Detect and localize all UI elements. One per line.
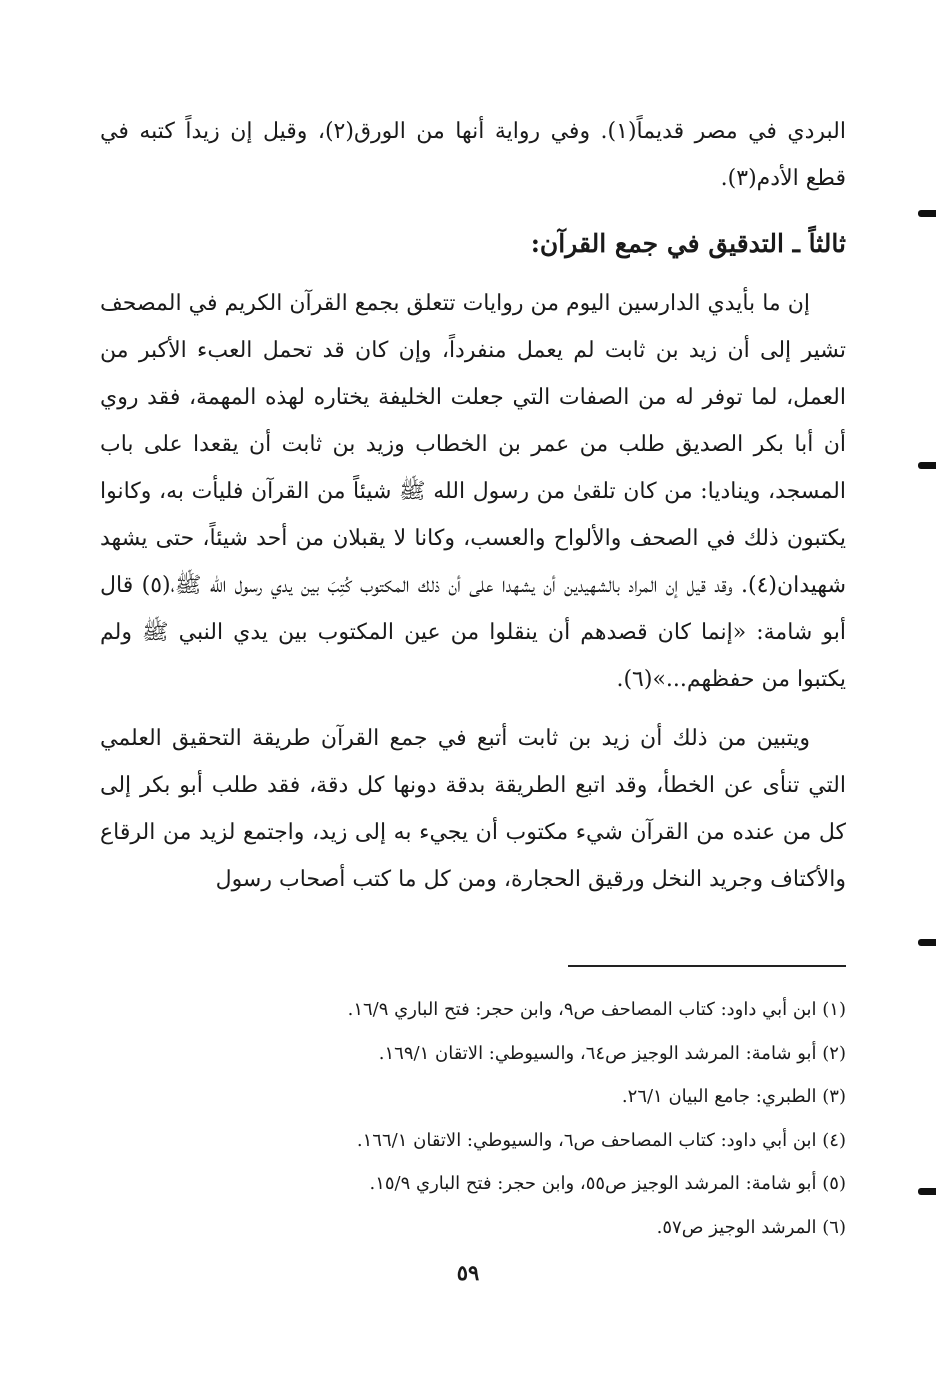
footnotes-list (200, 988, 846, 1249)
footnote-3: (٣) الطبري: جامع البيان ٢٦/١. (621, 1086, 846, 1107)
paragraph-2: ويتبين من ذلك أن زيد بن ثابت أتبع في جمع القرآن طريقة التحقيق العلمي التي تنأى عن الخطأ، وقد اتبع الطريقة بدقة دونها كل دقة، فقد طلب أبو بكر إلى كل من عنده من القرآن شيء مكتوب أن يجيء به إلى زيد، واجتمع لزيد من الرقاع والأكتاف وجريد النخل ورقيق الحجارة، ومن كل ما كتب أصحاب رسول (100, 726, 846, 892)
scan-edge-mark (918, 1188, 936, 1195)
paragraph-1: إن ما بأيدي الدارسين اليوم من روايات تتعلق بجمع القرآن الكريم في المصحف تشير إلى أن زيد بن ثابت لم يعمل منفرداً، وإن كان قد تحمل العبء الأكبر من العمل، لما توفر له من الصفات التي جعلت الخليفة يختاره لهذه المهمة، فقد روي أن أبا بكر الصديق طلب من عمر بن الخطاب وزيد بن ثابت أن يقعدا على باب المسجد، وينادیا: من كان تلقىٰ من رسول الله ﷺ شيئاً من القرآن فليأت به، وكانوا يكتبون ذلك في الصحف والألواح والعسب، وكانا لا يقبلان من أحد شيئاً، حتى يشهد شهيدان(٤). وقد قيل إن المراد بالشهيدين أن يشهدا على أن ذلك المكتوب كُتِبَ بين يدي رسول الله ﷺ،(٥) قال أبو شامة: «إنما كان قصدهم أن ينقلوا من عين المكتوب بين يدي النبي ﷺ ولم يكتبوا من حفظهم...»(٦). (100, 291, 847, 692)
footnote-separator (568, 965, 846, 967)
footnote-2: (٢) أبو شامة: المرشد الوجيز ص٦٤، والسيوطي: الاتقان ١٦٩/١. (378, 1042, 846, 1064)
scan-edge-mark (918, 939, 936, 946)
footnote-1: (١) ابن أبي داود: كتاب المصاحف ص٩، وابن حجر: فتح الباري ١٦/٩. (347, 999, 846, 1020)
scan-edge-mark (918, 210, 936, 217)
page-number: ٥٩ (456, 1260, 480, 1285)
page-body (100, 108, 846, 903)
scan-edge-mark (918, 462, 936, 469)
footnote-5: (٥) أبو شامة: المرشد الوجيز ص٥٥، وابن حجر: فتح الباري ١٥/٩. (369, 1173, 846, 1194)
intro-paragraph: البردي في مصر قديماً(١). وفي رواية أنها من الورق(٢)، وقيل إن زيداً كتبه في قطع الأدم(٣). (100, 119, 846, 191)
section-heading: ثالثاً ـ التدقيق في جمع القرآن: (530, 229, 846, 258)
footnote-6: (٦) المرشد الوجيز ص٥٧. (656, 1216, 846, 1238)
footnote-4: (٤) ابن أبي داود: كتاب المصاحف ص٦، والسيوطي: الاتقان ١٦٦/١. (356, 1129, 846, 1151)
